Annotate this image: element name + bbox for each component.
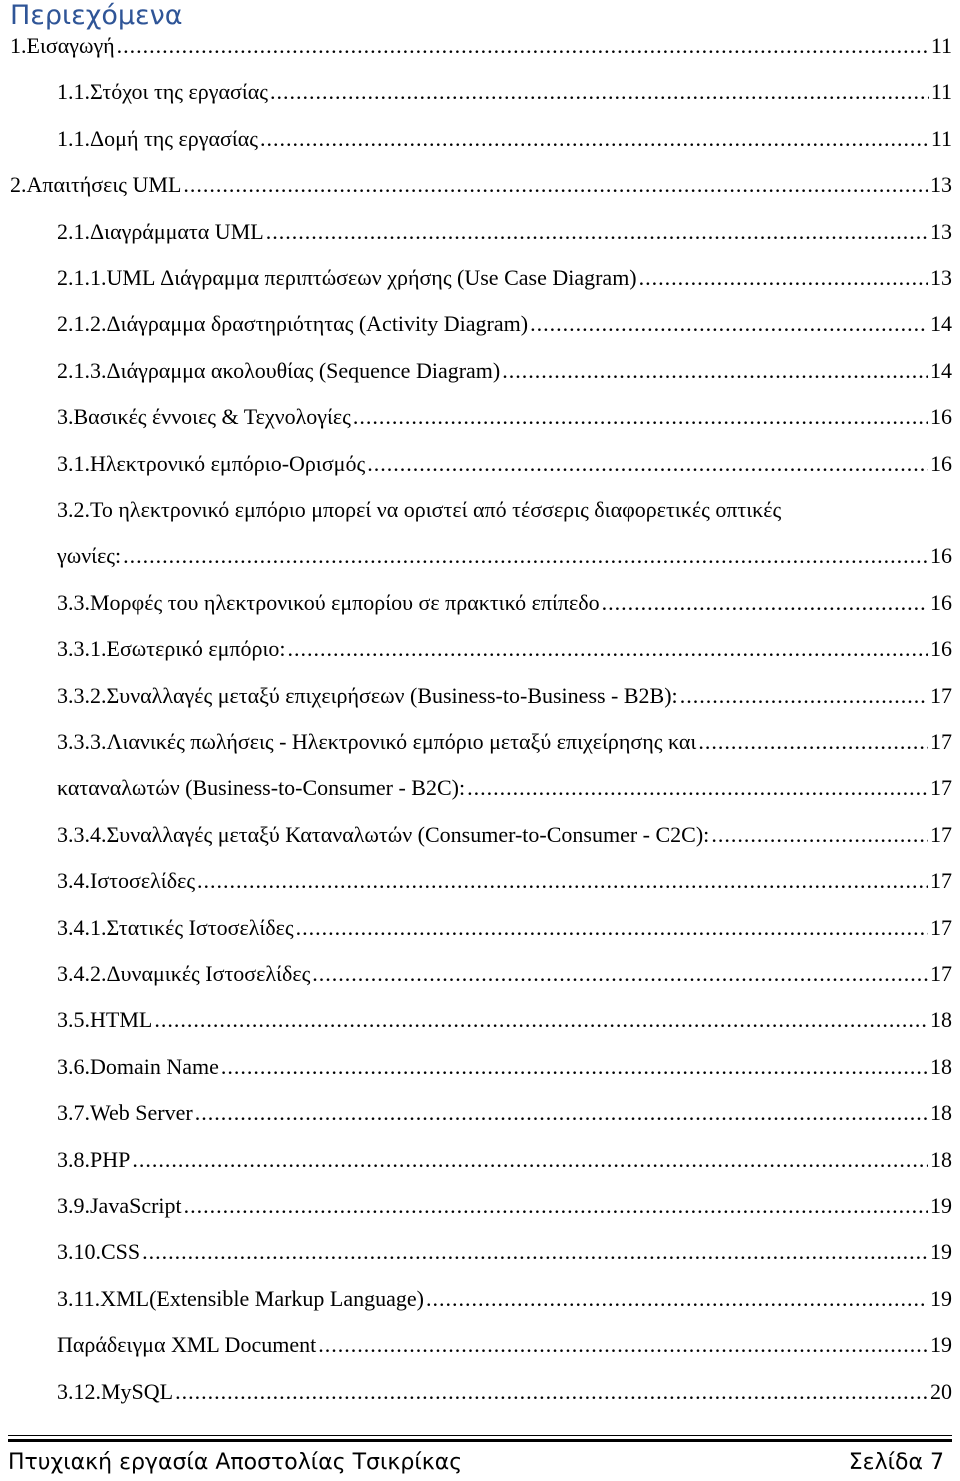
toc-entry[interactable] — [57, 680, 952, 712]
toc-entry-page-number: 11 — [930, 33, 952, 58]
toc-entry-page-number: 17 — [930, 682, 952, 708]
toc-entry-page-number: 16 — [930, 636, 952, 662]
toc-entry-page-number: 20 — [930, 1378, 952, 1404]
toc-entry-title: 3.2.Το ηλεκτρονικό εμπόριο μπορεί να οριστεί από τέσσερις διαφορετικές οπτικές — [57, 497, 782, 522]
toc-entry-page-number: 17 — [930, 775, 952, 801]
toc-dot-leader — [353, 401, 928, 433]
toc-entry[interactable] — [57, 216, 952, 248]
toc-entry-title: Παράδειγμα XML Document — [57, 1332, 317, 1358]
toc-entry-title: 3.3.2.Συναλλαγές μεταξύ επιχειρήσεων (Business-to-Business - B2B): — [57, 682, 678, 708]
toc-entry-title: 3.12.MySQL — [57, 1378, 174, 1404]
toc-entry-title: 2.1.1.UML Διάγραμμα περιπτώσεων χρήσης (Use Case Diagram) — [57, 265, 637, 290]
toc-dot-leader — [270, 76, 929, 108]
toc-entry-title: γωνίες: — [57, 543, 122, 569]
toc-entry-title: 3.Βασικές έννοιες & Τεχνολογίες — [57, 404, 351, 430]
toc-dot-leader — [154, 1004, 928, 1036]
footer-divider-thick — [8, 1439, 952, 1442]
toc-entry-page-number: 16 — [930, 543, 952, 569]
toc-dot-leader — [221, 1051, 928, 1083]
toc-entry-page-number: 18 — [930, 1146, 952, 1172]
toc-entry-title: 2.1.Διαγράμματα UML — [57, 218, 264, 244]
toc-entry[interactable] — [57, 772, 952, 804]
toc-entry-page-number: 17 — [930, 914, 952, 940]
toc-entry[interactable] — [57, 1283, 952, 1315]
toc-entry[interactable] — [57, 1190, 952, 1222]
footer-document-title: Πτυχιακή εργασία Αποστολίας Τσικρίκας — [8, 1450, 463, 1475]
toc-entry-title: 3.5.HTML — [57, 1007, 153, 1033]
toc-entry[interactable] — [57, 819, 952, 851]
toc-entry-title: 3.1.Ηλεκτρονικό εμπόριο-Ορισμός — [57, 450, 366, 476]
toc-entry-page-number: 19 — [930, 1332, 952, 1358]
toc-entry-title: 3.9.JavaScript — [57, 1193, 182, 1218]
toc-dot-leader — [530, 308, 928, 340]
toc-entry-title: 1.1.Δομή της εργασίας — [57, 125, 258, 151]
toc-entry[interactable] — [57, 448, 952, 480]
page-title: Περιεχόμενα — [10, 0, 183, 31]
toc-entry[interactable] — [57, 262, 952, 294]
toc-entry[interactable] — [57, 355, 952, 387]
toc-entry[interactable] — [10, 30, 952, 62]
toc-dot-leader — [502, 355, 928, 387]
toc-entry[interactable] — [10, 169, 952, 201]
toc-dot-leader — [175, 1376, 928, 1408]
toc-dot-leader — [195, 1097, 928, 1129]
footer-divider — [8, 1435, 952, 1436]
toc-entry-title: 3.7.Web Server — [57, 1100, 193, 1126]
toc-entry[interactable] — [57, 123, 952, 155]
toc-entry-title: 2.1.3.Διάγραμμα ακολουθίας (Sequence Diagram) — [57, 357, 501, 383]
toc-entry-title: 1.1.Στόχοι της εργασίας — [57, 79, 268, 105]
toc-entry-page-number: 19 — [930, 1193, 952, 1218]
toc-entry[interactable] — [57, 726, 952, 758]
toc-entry[interactable] — [57, 587, 952, 619]
toc-entry-title: 3.3.Μορφές του ηλεκτρονικού εμπορίου σε πρακτικό επίπεδο — [57, 589, 600, 615]
toc-dot-leader — [680, 680, 928, 712]
toc-entry[interactable] — [57, 1051, 952, 1083]
toc-dot-leader — [467, 772, 928, 804]
toc-dot-leader — [260, 123, 929, 155]
page-footer — [8, 1446, 944, 1480]
toc-entry[interactable] — [57, 1004, 952, 1036]
toc-entry-page-number: 13 — [930, 218, 952, 244]
toc-entry-page-number: 17 — [930, 729, 952, 754]
toc-dot-leader — [117, 30, 929, 62]
toc-entry[interactable] — [57, 1376, 952, 1408]
toc-entry-title: 3.10.CSS — [57, 1239, 141, 1265]
toc-entry-page-number: 18 — [930, 1100, 952, 1126]
toc-dot-leader — [288, 633, 928, 665]
toc-entry-page-number: 13 — [930, 172, 952, 198]
toc-entry-page-number: 13 — [930, 265, 952, 290]
toc-entry-title: 3.6.Domain Name — [57, 1053, 219, 1079]
toc-entry-page-number: 14 — [930, 357, 952, 383]
toc-entry[interactable] — [57, 308, 952, 340]
toc-dot-leader — [312, 958, 928, 990]
toc-entry-title: 1.Εισαγωγή — [10, 33, 115, 58]
toc-dot-leader — [142, 1236, 928, 1268]
toc-entry[interactable] — [57, 76, 952, 108]
toc-entry-page-number: 17 — [930, 961, 952, 986]
toc-entry-title: 2.Απαιτήσεις UML — [10, 172, 182, 198]
toc-entry[interactable] — [57, 633, 952, 665]
toc-entry-page-number: 17 — [930, 868, 952, 894]
toc-entry-title: 3.11.XML(Extensible Markup Language) — [57, 1285, 424, 1311]
toc-entry-page-number: 11 — [930, 125, 952, 151]
toc-entry-title: 3.3.4.Συναλλαγές μεταξύ Καταναλωτών (Consumer-to-Consumer - C2C): — [57, 821, 710, 847]
toc-entry-title: 3.4.1.Στατικές Ιστοσελίδες — [57, 914, 294, 940]
toc-entry[interactable] — [57, 494, 952, 526]
toc-entry[interactable] — [57, 865, 952, 897]
toc-dot-leader — [183, 169, 928, 201]
toc-entry-title: 3.4.2.Δυναμικές Ιστοσελίδες — [57, 961, 311, 986]
toc-entry[interactable] — [57, 1097, 952, 1129]
toc-dot-leader — [184, 1190, 928, 1222]
toc-entry-page-number: 11 — [930, 79, 952, 105]
toc-entry-title: 3.3.3.Λιανικές πωλήσεις - Ηλεκτρονικό εμπόριο μεταξύ επιχείρησης και — [57, 729, 697, 754]
toc-entry-title: 2.1.2.Διάγραμμα δραστηριότητας (Activity Diagram) — [57, 311, 529, 337]
toc-entry-page-number: 16 — [930, 404, 952, 430]
toc-entry-page-number: 17 — [930, 821, 952, 847]
toc-dot-leader — [318, 1329, 928, 1361]
toc-entry-title: καταναλωτών (Business-to-Consumer - B2C): — [57, 775, 466, 801]
toc-entry-page-number: 18 — [930, 1053, 952, 1079]
toc-entry-page-number: 16 — [930, 589, 952, 615]
toc-dot-leader — [123, 540, 928, 572]
toc-entry-title: 3.8.PHP — [57, 1146, 131, 1172]
toc-dot-leader — [367, 448, 928, 480]
toc-dot-leader — [639, 262, 928, 294]
toc-entry[interactable] — [57, 1144, 952, 1176]
toc-dot-leader — [698, 726, 928, 758]
toc-entry-title: 3.4.Ιστοσελίδες — [57, 868, 196, 894]
toc-dot-leader — [426, 1283, 928, 1315]
toc-entry-page-number: 16 — [930, 450, 952, 476]
toc-dot-leader — [197, 865, 928, 897]
toc-dot-leader — [602, 587, 928, 619]
toc-dot-leader — [711, 819, 928, 851]
toc-entry-title: 3.3.1.Εσωτερικό εμπόριο: — [57, 636, 286, 662]
toc-entry[interactable] — [57, 401, 952, 433]
toc-entry-page-number: 18 — [930, 1007, 952, 1033]
footer-page-number: Σελίδα 7 — [848, 1450, 944, 1475]
toc-dot-leader — [132, 1144, 928, 1176]
toc-entry[interactable] — [57, 1329, 952, 1361]
toc-dot-leader — [296, 912, 928, 944]
toc-entry[interactable] — [57, 1236, 952, 1268]
toc-entry-page-number: 19 — [930, 1285, 952, 1311]
toc-entry-page-number: 19 — [930, 1239, 952, 1265]
toc-entry[interactable] — [57, 958, 952, 990]
toc-entry[interactable] — [57, 912, 952, 944]
toc-entry-page-number: 14 — [930, 311, 952, 337]
toc-entry[interactable] — [57, 540, 952, 572]
toc-dot-leader — [266, 216, 928, 248]
